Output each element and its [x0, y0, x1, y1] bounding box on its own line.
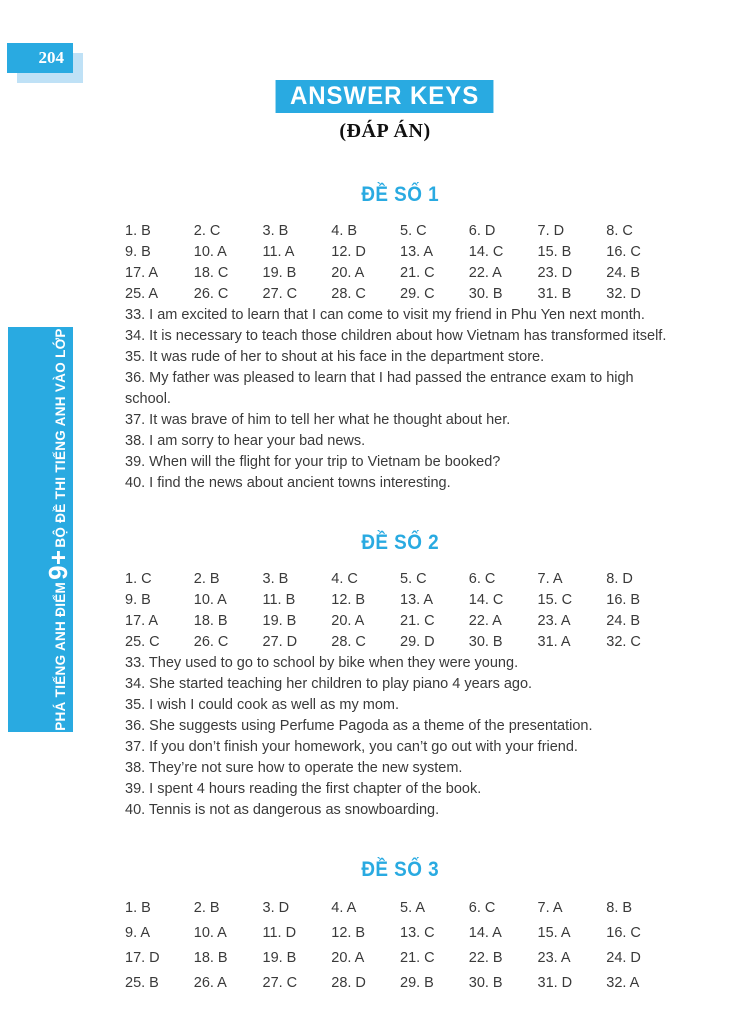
answer-cell: 30. B: [468, 286, 503, 302]
answer-cell: 11. D: [262, 925, 297, 941]
book-spine-text-segment: ĐỘT PHÁ TIẾNG ANH ĐIỂM: [53, 581, 68, 765]
sentence-answer: 40. I find the news about ancient towns interesting.: [125, 475, 451, 491]
answer-cell: 4. A: [331, 900, 357, 916]
sentence-answer: 33. I am excited to learn that I can come to visit my friend in Phu Yen next month.: [125, 307, 645, 323]
answer-cell: 17. D: [125, 950, 160, 966]
page-number: 204: [7, 43, 73, 73]
answer-cell: 23. A: [537, 613, 571, 629]
answer-cell: 1. B: [125, 900, 151, 916]
answer-cell: 16. C: [606, 925, 641, 941]
answer-cell: 4. B: [331, 223, 358, 239]
answer-cell: 30. B: [468, 634, 503, 650]
answer-cell: 31. B: [537, 286, 572, 302]
answer-cell: 25. C: [125, 634, 160, 650]
sentence-answer: 38. They’re not sure how to operate the new system.: [125, 760, 463, 776]
book-spine-text-segment: BỘ ĐỀ THI TIẾNG ANH VÀO LỚP: [53, 328, 68, 548]
answer-cell: 26. C: [193, 634, 229, 650]
answer-cell: 18. B: [193, 950, 228, 966]
answer-cell: 20. A: [331, 265, 365, 281]
answer-cell: 1. C: [125, 571, 152, 587]
answer-cell: 22. B: [468, 950, 503, 966]
exam-section: [125, 183, 675, 494]
answer-cell: 5. C: [400, 223, 427, 239]
page-header: [125, 80, 645, 143]
answer-cell: 5. A: [400, 900, 425, 916]
answer-cell: 1. B: [125, 223, 151, 239]
answer-grid: [125, 896, 675, 996]
answer-cell: 32. C: [606, 634, 641, 650]
answer-cell: 24. B: [606, 613, 641, 629]
sentence-answer: 37. If you don’t finish your homework, you can’t go out with your friend.: [125, 739, 578, 755]
sentence-answer: 33. They used to go to school by bike when they were young.: [125, 655, 519, 671]
answer-cell: 10. A: [193, 592, 227, 608]
answer-cell: 6. C: [468, 900, 496, 916]
sentence-answer: 34. She started teaching her children to play piano 4 years ago.: [125, 676, 533, 692]
exam-section: [125, 858, 675, 996]
answer-cell: 24. D: [606, 950, 641, 966]
answer-cell: 17. A: [125, 613, 159, 629]
answer-cell: 6. C: [468, 571, 496, 587]
sentence-answers: [125, 653, 675, 821]
page-title: ANSWER KEYS: [276, 80, 494, 113]
answer-cell: 24. B: [606, 265, 641, 281]
answer-cell: 9. B: [125, 244, 151, 260]
answer-cell: 20. A: [331, 950, 365, 966]
answer-cell: 7. A: [537, 900, 563, 916]
answer-grid: [125, 221, 675, 305]
answer-cell: 11. A: [262, 244, 295, 260]
answer-cell: 29. C: [400, 286, 435, 302]
answer-cell: 6. D: [468, 223, 496, 239]
answer-cell: 31. D: [537, 975, 573, 991]
answer-cell: 23. D: [537, 265, 573, 281]
answer-cell: 19. B: [262, 613, 297, 629]
answer-cell: 14. A: [468, 925, 502, 941]
answer-cell: 31. A: [537, 634, 571, 650]
sentence-answer: 34. It is necessary to teach those children about how Vietnam has transformed itself.: [125, 328, 667, 344]
answer-cell: 17. A: [125, 265, 159, 281]
sentence-answer: 39. When will the flight for your trip to Vietnam be booked?: [125, 454, 501, 470]
book-spine-text-segment: 10: [43, 296, 73, 327]
section-heading: ĐỀ SỐ 1: [361, 183, 439, 206]
sentence-answers: [125, 305, 675, 494]
answer-cell: 22. A: [468, 265, 502, 281]
answer-cell: 18. C: [193, 265, 229, 281]
answer-cell: 30. B: [468, 975, 503, 991]
answer-cell: 16. B: [606, 592, 641, 608]
answer-cell: 21. C: [400, 950, 435, 966]
answer-cell: 29. B: [400, 975, 434, 991]
section-heading: ĐỀ SỐ 3: [361, 858, 439, 881]
book-spine-title: [8, 296, 73, 765]
sentence-answer: 35. It was rude of her to shout at his face in the department store.: [125, 349, 545, 365]
sentence-answer: 36. My father was pleased to learn that I had passed the entrance exam to high school.: [125, 370, 634, 407]
answer-cell: 13. C: [400, 925, 435, 941]
answer-cell: 2. C: [193, 223, 221, 239]
answer-key-sections: [125, 183, 675, 1033]
answer-cell: 27. C: [262, 975, 298, 991]
answer-cell: 9. B: [125, 592, 151, 608]
answer-cell: 13. A: [400, 244, 434, 260]
answer-cell: 15. A: [537, 925, 571, 941]
answer-cell: 12. B: [331, 925, 366, 941]
answer-cell: 3. B: [262, 223, 289, 239]
answer-cell: 23. A: [537, 950, 571, 966]
book-spine-text-segment: 9+: [43, 549, 73, 580]
answer-cell: 18. B: [193, 613, 228, 629]
answer-cell: 12. D: [331, 244, 366, 260]
answer-cell: 25. A: [125, 286, 159, 302]
answer-cell: 4. C: [331, 571, 358, 587]
answer-cell: 13. A: [400, 592, 434, 608]
sentence-answer: 39. I spent 4 hours reading the first chapter of the book.: [125, 781, 482, 797]
answer-cell: 10. A: [193, 244, 227, 260]
answer-cell: 21. C: [400, 265, 435, 281]
answer-cell: 10. A: [193, 925, 227, 941]
answer-cell: 3. B: [262, 571, 289, 587]
answer-cell: 32. A: [606, 975, 640, 991]
book-spine-banner: [8, 296, 73, 765]
answer-cell: 27. C: [262, 286, 298, 302]
answer-cell: 3. D: [262, 900, 290, 916]
answer-cell: 5. C: [400, 571, 427, 587]
sentence-answer: 38. I am sorry to hear your bad news.: [125, 433, 366, 449]
answer-cell: 7. A: [537, 571, 563, 587]
answer-cell: 27. D: [262, 634, 298, 650]
sentence-answer: 40. Tennis is not as dangerous as snowboarding.: [125, 802, 440, 818]
sentence-answer: 36. She suggests using Perfume Pagoda as a theme of the presentation.: [125, 718, 593, 734]
answer-cell: 12. B: [331, 592, 366, 608]
answer-cell: 2. B: [193, 571, 220, 587]
sentence-answer: 35. I wish I could cook as well as my mom.: [125, 697, 399, 713]
answer-cell: 20. A: [331, 613, 365, 629]
exam-section: [125, 531, 675, 821]
answer-grid: [125, 569, 675, 653]
answer-cell: 28. C: [331, 634, 366, 650]
answer-cell: 28. C: [331, 286, 366, 302]
page-number-box: [7, 43, 85, 85]
answer-cell: 32. D: [606, 286, 641, 302]
answer-cell: 8. B: [606, 900, 633, 916]
answer-cell: 16. C: [606, 244, 641, 260]
sentence-answer: 37. It was brave of him to tell her what he thought about her.: [125, 412, 511, 428]
answer-cell: 15. C: [537, 592, 573, 608]
answer-cell: 9. A: [125, 925, 150, 941]
answer-cell: 28. D: [331, 975, 366, 991]
answer-cell: 25. B: [125, 975, 159, 991]
answer-cell: 7. D: [537, 223, 565, 239]
answer-cell: 26. A: [193, 975, 227, 991]
answer-cell: 21. C: [400, 613, 435, 629]
section-heading: ĐỀ SỐ 2: [361, 531, 439, 554]
answer-cell: 8. C: [606, 223, 633, 239]
answer-cell: 11. B: [262, 592, 296, 608]
answer-cell: 15. B: [537, 244, 572, 260]
answer-cell: 19. B: [262, 950, 297, 966]
answer-cell: 2. B: [193, 900, 220, 916]
answer-cell: 19. B: [262, 265, 297, 281]
answer-cell: 14. C: [468, 244, 504, 260]
answer-cell: 29. D: [400, 634, 435, 650]
answer-cell: 14. C: [468, 592, 504, 608]
answer-cell: 26. C: [193, 286, 229, 302]
answer-cell: 8. D: [606, 571, 633, 587]
page-subtitle: (ĐÁP ÁN): [339, 120, 431, 142]
answer-cell: 22. A: [468, 613, 502, 629]
